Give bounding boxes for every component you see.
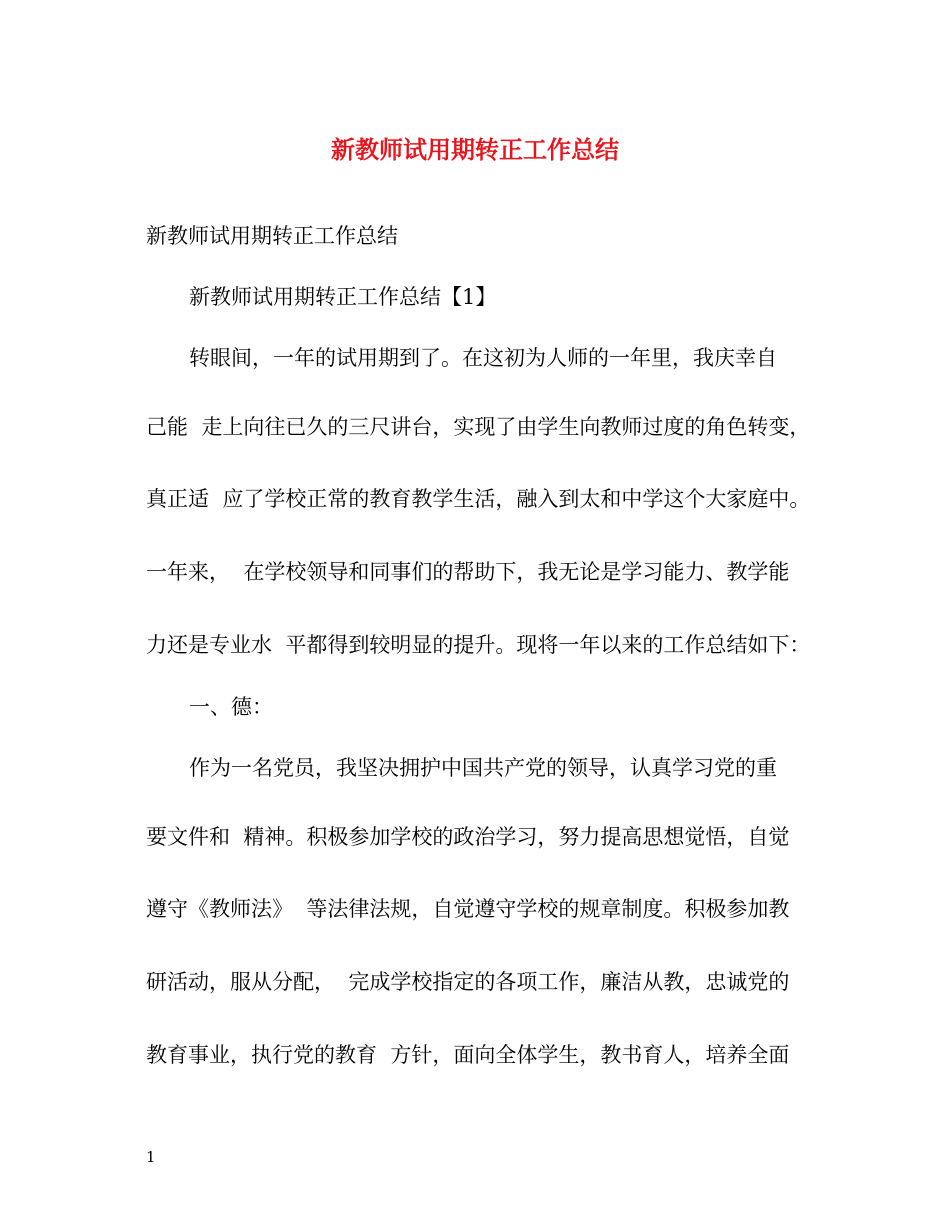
paragraph-line: 作为一名党员，我坚决拥护中国共产党的领导，认真学习党的重 bbox=[189, 756, 777, 780]
paragraph-line: 一年来， 在学校领导和同事们的帮助下，我无论是学习能力、教学能 bbox=[146, 560, 790, 584]
paragraph-line: 力还是专业水 平都得到较明显的提升。现将一年以来的工作总结如下： bbox=[146, 633, 811, 657]
paragraph-line: 要文件和 精神。积极参加学校的政治学习，努力提高思想觉悟，自觉 bbox=[146, 825, 790, 849]
paragraph-line: 转眼间，一年的试用期到了。在这初为人师的一年里，我庆幸自 bbox=[189, 346, 777, 370]
section-heading: 一、德： bbox=[189, 695, 273, 719]
paragraph-line: 教育事业，执行党的教育 方针，面向全体学生，教书育人，培养全面 bbox=[146, 1043, 790, 1067]
paragraph-line: 真正适 应了学校正常的教育教学生活，融入到太和中学这个大家庭中。 bbox=[146, 487, 811, 511]
paragraph-line: 新教师试用期转正工作总结【1】 bbox=[189, 285, 497, 309]
paragraph-line: 研活动，服从分配， 完成学校指定的各项工作，廉洁从教，忠诚党的 bbox=[146, 970, 790, 994]
paragraph-line: 遵守《教师法》 等法律法规，自觉遵守学校的规章制度。积极参加教 bbox=[146, 897, 790, 921]
page-number: 1 bbox=[146, 1148, 156, 1166]
paragraph-line: 己能 走上向往已久的三尺讲台，实现了由学生向教师过度的角色转变， bbox=[146, 415, 811, 439]
document-title: 新教师试用期转正工作总结 bbox=[331, 135, 619, 164]
paragraph-line: 新教师试用期转正工作总结 bbox=[146, 224, 398, 248]
